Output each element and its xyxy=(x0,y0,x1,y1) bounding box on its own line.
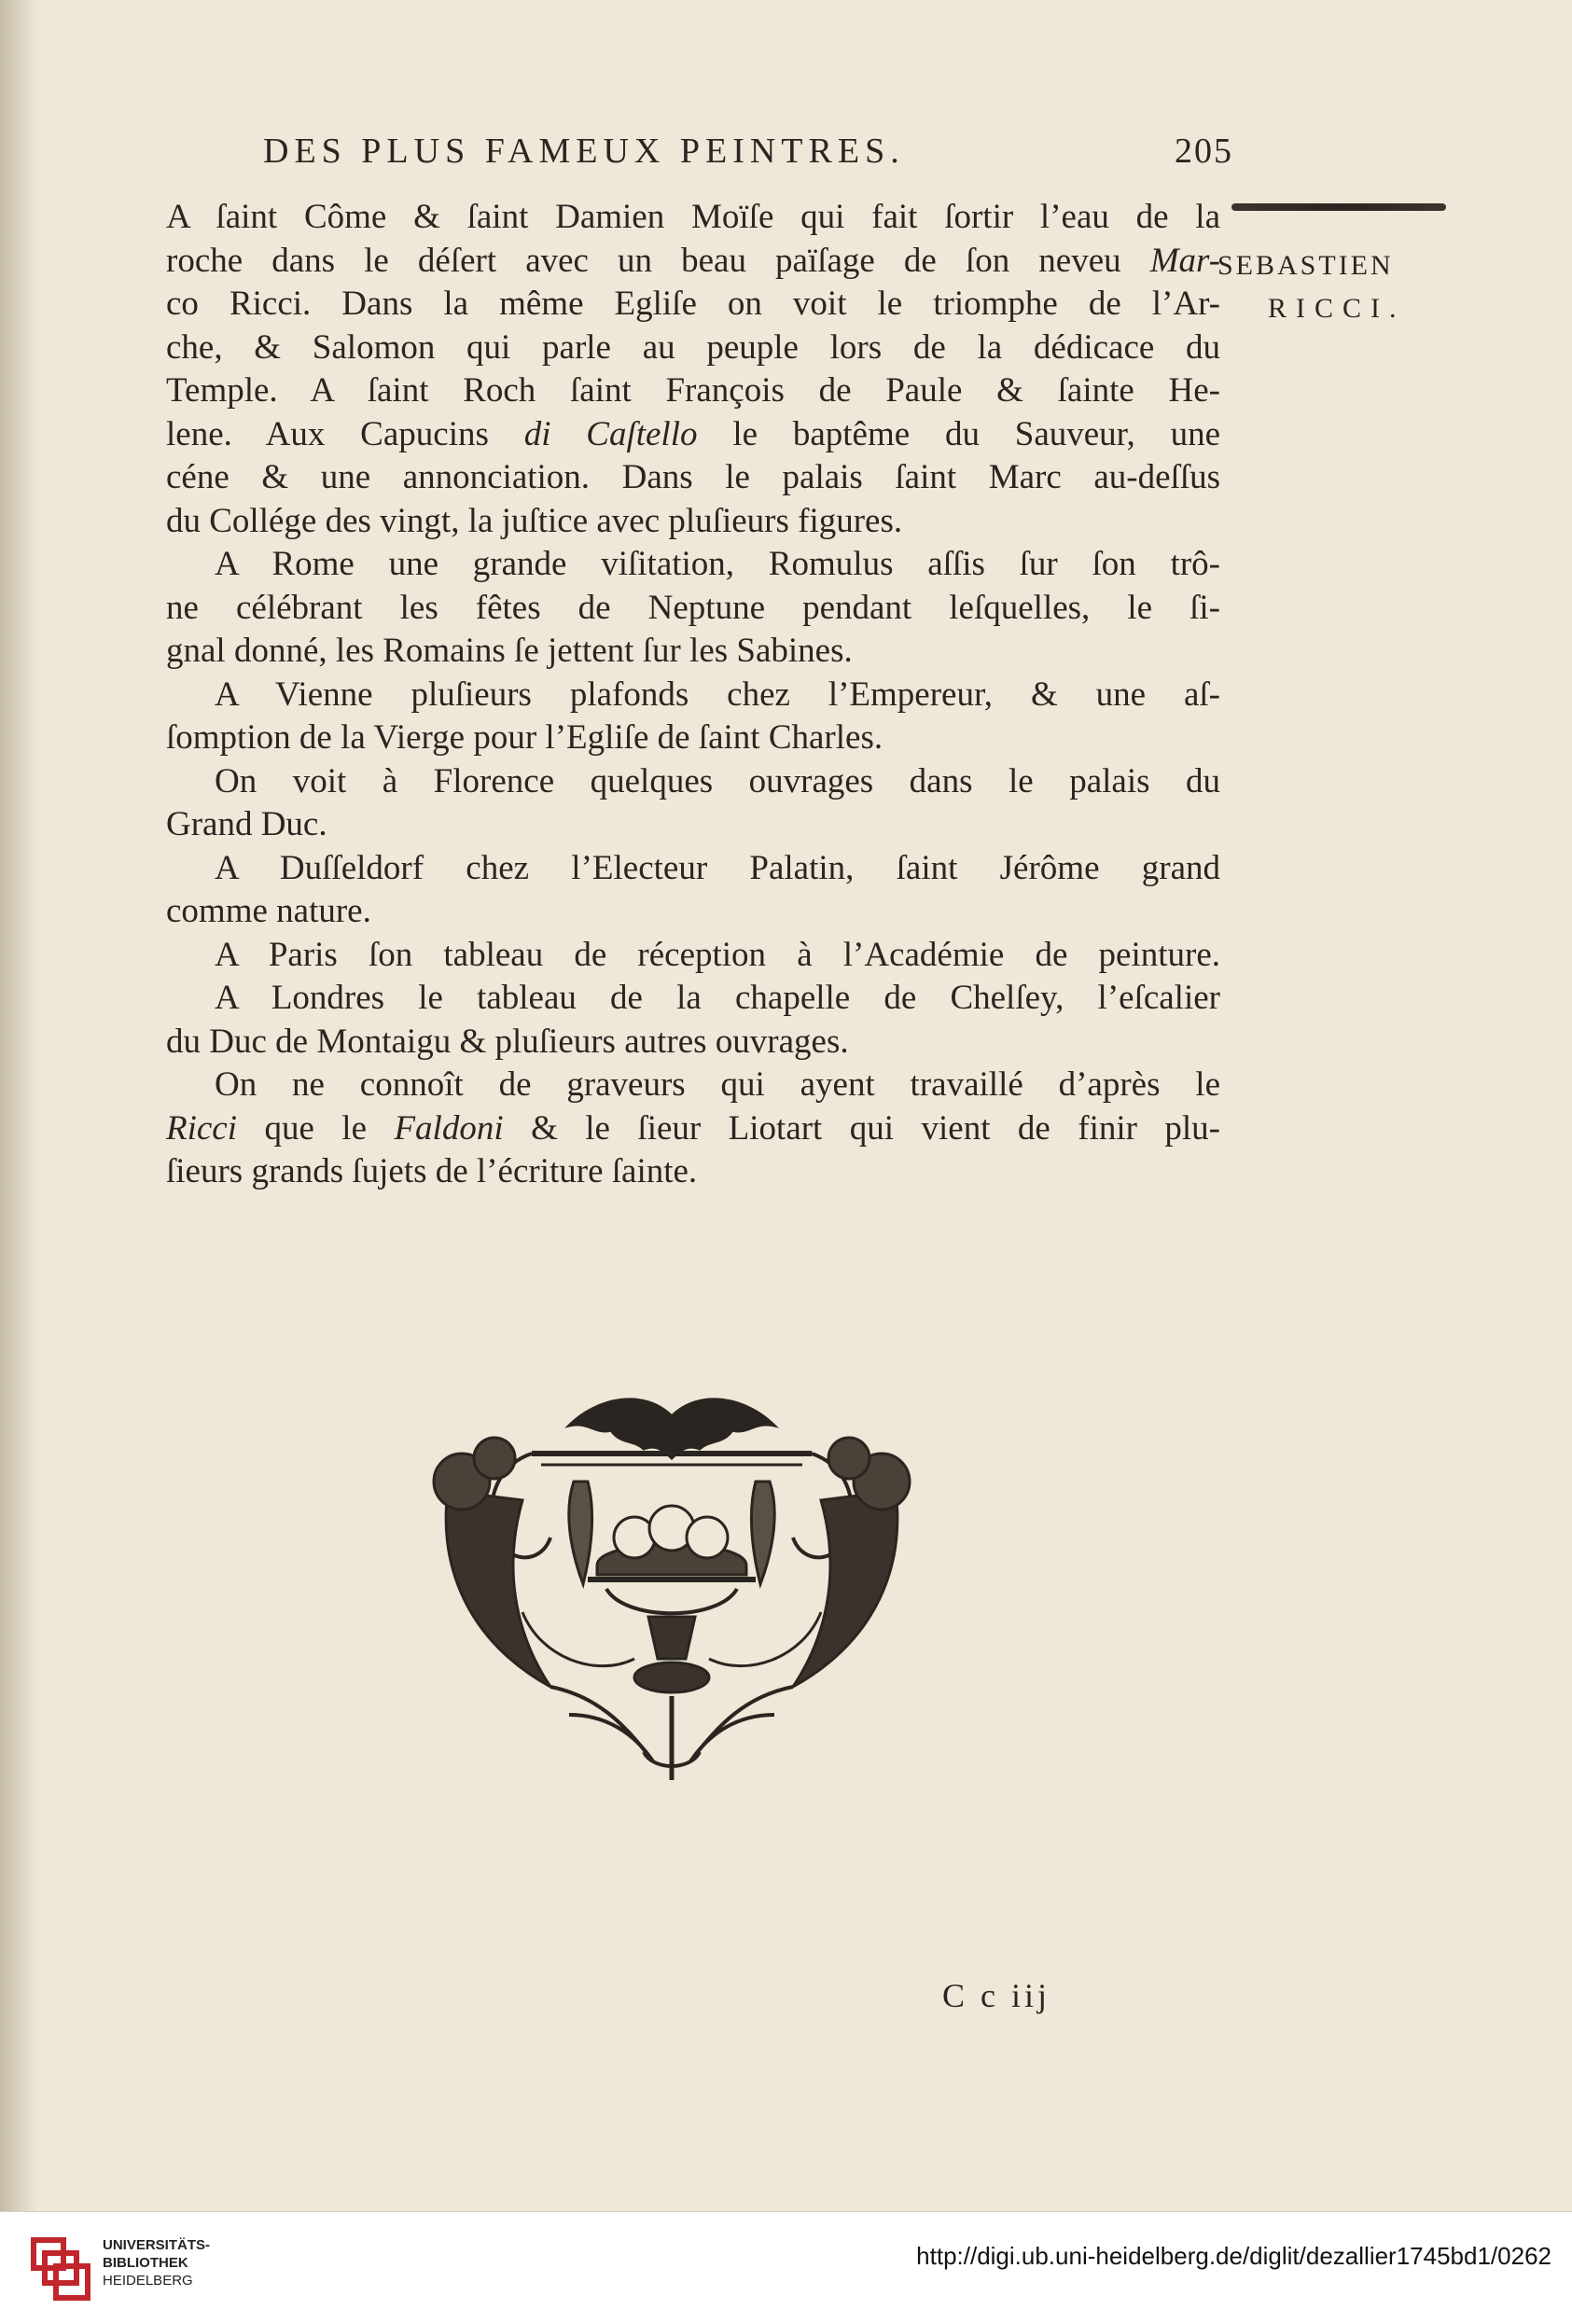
text-line-1: A ſaint Côme & ſaint Damien Moïſe qui fait ſortir l’eau de la xyxy=(166,198,1220,236)
italic-mar: Mar- xyxy=(1149,241,1221,280)
text-line-13: ſomption de la Vierge pour l’Egliſe de ſaint Charles. xyxy=(166,718,883,757)
cul-de-lampe-ornament xyxy=(410,1379,933,1789)
library-name-line-3: HEIDELBERG xyxy=(103,2273,193,2289)
italic-di-castello: di Caſtello xyxy=(523,414,698,453)
text-line-7: céne & une annonciation. Dans le palais ſaint Marc au-deſſus xyxy=(166,458,1220,496)
italic-ricci: Ricci xyxy=(166,1108,238,1148)
page-number: 205 xyxy=(1175,132,1233,171)
text-line-12: A Vienne pluſieurs plafonds chez l’Empereur, & une aſ- xyxy=(215,675,1220,714)
running-head xyxy=(263,131,1233,187)
library-name-line-1: UNIVERSITÄTS- xyxy=(103,2237,211,2253)
text-line-8: du Collége des vingt, la juſtice avec pluſieurs figures. xyxy=(166,501,903,540)
margin-note-line-1: SEBASTIEN xyxy=(1217,250,1394,281)
text-line-2-main: roche dans le déſert avec un beau païſage de ſon neveu xyxy=(166,241,1121,280)
text-line-14: On voit à Florence quelques ouvrages dans le palais du xyxy=(215,761,1220,800)
text-line-4: che, & Salomon qui parle au peuple lors de la dédicace du xyxy=(166,327,1220,367)
text-line-17: comme nature. xyxy=(166,892,371,930)
text-line-3: co Ricci. Dans la même Egliſe on voit le triomphe de l’Ar- xyxy=(166,285,1220,323)
text-line-2 xyxy=(166,240,1220,284)
body-text xyxy=(166,196,1220,1194)
text-line-21: On ne connoît de graveurs qui ayent travaillé d’après le xyxy=(215,1065,1220,1104)
text-line-10: ne célébrant les fêtes de Neptune pendant leſquelles, le ſi- xyxy=(166,588,1220,627)
text-line-20: du Duc de Montaigu & pluſieurs autres ouvrages. xyxy=(166,1022,849,1061)
text-line-6-rest: le baptême du Sauveur, une xyxy=(732,414,1221,453)
text-line-15: Grand Duc. xyxy=(166,805,327,843)
text-line-22-main: que le xyxy=(264,1108,368,1148)
text-line-22 xyxy=(166,1107,1220,1151)
footer-bar xyxy=(0,2211,1572,2324)
text-line-9: A Rome une grande viſitation, Romulus aſſis ſur ſon trô- xyxy=(215,545,1220,583)
running-title: DES PLUS FAMEUX PEINTRES. xyxy=(263,132,905,171)
margin-rule xyxy=(1231,203,1446,211)
signature-mark: C c iij xyxy=(942,1977,1050,2014)
library-logo-icon xyxy=(28,2231,93,2303)
text-line-5: Temple. A ſaint Roch ſaint François de Paule & ſainte He- xyxy=(166,371,1220,410)
source-url-link[interactable]: http://digi.ub.uni-heidelberg.de/diglit/dezallier1745bd1/0262 xyxy=(916,2242,1551,2270)
text-line-23: ſieurs grands ſujets de l’écriture ſainte. xyxy=(166,1152,698,1190)
spine-shadow xyxy=(0,0,37,2211)
library-name xyxy=(103,2236,210,2289)
text-line-11: gnal donné, les Romains ſe jettent ſur les Sabines. xyxy=(166,632,853,670)
italic-faldoni: Faldoni xyxy=(394,1108,504,1148)
text-line-19: A Londres le tableau de la chapelle de Chelſey, l’eſcalier xyxy=(215,979,1220,1017)
text-line-6 xyxy=(166,413,1220,457)
text-line-18: A Paris ſon tableau de réception à l’Académie de peinture. xyxy=(215,935,1220,974)
library-name-line-2: BIBLIOTHEK xyxy=(103,2255,188,2271)
text-line-22-rest: & le ſieur Liotart qui vient de finir plu- xyxy=(531,1108,1220,1148)
text-line-6-main: lene. Aux Capucins xyxy=(166,414,489,453)
margin-note xyxy=(1217,244,1460,330)
text-line-16: A Duſſeldorf chez l’Electeur Palatin, ſaint Jérôme grand xyxy=(215,848,1220,887)
margin-note-line-2: RICCI. xyxy=(1268,293,1406,324)
